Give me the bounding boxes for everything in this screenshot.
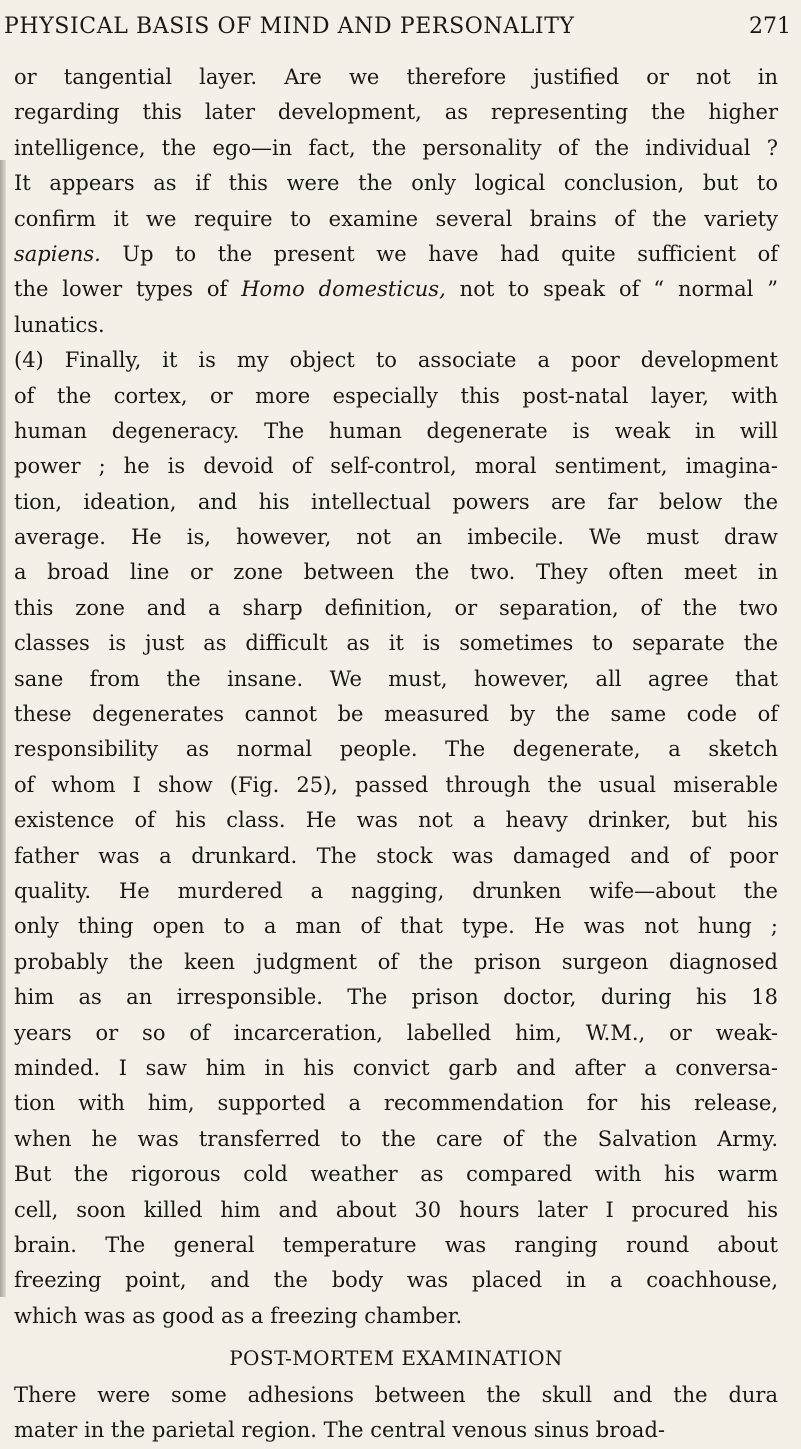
- text-line: It appears as if this were the only logical conclusion, but to: [14, 171, 778, 196]
- text-segment: not to speak of “ normal ”: [445, 277, 778, 302]
- italic-term: Homo domesticus,: [241, 277, 446, 302]
- text-line: of whom I show (Fig. 25), passed through the usual miserable: [14, 772, 778, 797]
- text-line: years or so of incarceration, labelled him, W.M., or weak-: [14, 1020, 778, 1045]
- text-line: classes is just as difficult as it is sometimes to separate the: [14, 631, 778, 656]
- text-line: a broad line or zone between the two. They often meet in: [14, 560, 778, 585]
- text-line: cell, soon killed him and about 30 hours later I procured his: [14, 1197, 778, 1222]
- text-line: [14, 237, 778, 272]
- text-line: responsibility as normal people. The degenerate, a sketch: [14, 737, 778, 762]
- text-line: power ; he is devoid of self-control, moral sentiment, imagina-: [14, 454, 778, 479]
- text-line: freezing point, and the body was placed in a coachhouse,: [14, 1268, 778, 1293]
- running-head: [4, 8, 791, 48]
- text-line: minded. I saw him in his convict garb and after a conversa-: [14, 1055, 778, 1080]
- text-line: human degeneracy. The human degenerate is weak in will: [14, 418, 778, 443]
- text-line: these degenerates cannot be measured by the same code of: [14, 702, 778, 727]
- text-line: father was a drunkard. The stock was damaged and of poor: [14, 843, 778, 868]
- text-line: sane from the insane. We must, however, all agree that: [14, 666, 778, 691]
- text-segment: Up to the present we have had quite sufficient of: [100, 241, 778, 266]
- text-line: probably the keen judgment of the prison surgeon diagnosed: [14, 949, 778, 974]
- text-line: There were some adhesions between the skull and the dura: [14, 1383, 778, 1408]
- text-line: intelligence, the ego—in fact, the personality of the individual ?: [14, 135, 778, 160]
- running-title: PHYSICAL BASIS OF MIND AND PERSONALITY: [4, 14, 575, 39]
- text-line: him as an irresponsible. The prison doctor, during his 18: [14, 985, 778, 1010]
- page-binding-shadow: [0, 160, 6, 1297]
- text-line: existence of his class. He was not a heavy drinker, but his: [14, 808, 778, 833]
- text-line: tion with him, supported a recommendation for his release,: [14, 1091, 778, 1116]
- text-line: average. He is, however, not an imbecile. We must draw: [14, 525, 778, 550]
- page-number: 271: [749, 14, 791, 39]
- text-line: regarding this later development, as representing the higher: [14, 100, 778, 125]
- text-line: [14, 272, 778, 307]
- section-heading: POST-MORTEM EXAMINATION: [229, 1346, 563, 1371]
- text-line: brain. The general temperature was ranging round about: [14, 1232, 778, 1257]
- text-line: of the cortex, or more especially this post-natal layer, with: [14, 383, 778, 408]
- text-line: mater in the parietal region. The central venous sinus broad-: [14, 1418, 665, 1443]
- paragraph-3: [14, 1378, 778, 1449]
- text-line: lunatics.: [14, 312, 105, 337]
- text-line: only thing open to a man of that type. He was not hung ;: [14, 914, 778, 939]
- italic-term: sapiens.: [14, 241, 101, 266]
- text-line: which was as good as a freezing chamber.: [14, 1303, 463, 1328]
- text-line: this zone and a sharp definition, or separation, of the two: [14, 595, 778, 620]
- text-line: when he was transferred to the care of the Salvation Army.: [14, 1126, 778, 1151]
- paragraph-2: [14, 343, 778, 1334]
- text-line: (4) Finally, it is my object to associate a poor development: [14, 348, 778, 373]
- text-segment: the lower types of: [14, 277, 242, 302]
- paragraph-1: [14, 60, 778, 343]
- body-text: [14, 60, 778, 1449]
- text-line: confirm it we require to examine several brains of the variety: [14, 206, 778, 231]
- text-line: quality. He murdered a nagging, drunken wife—about the: [14, 878, 778, 903]
- text-line: tion, ideation, and his intellectual powers are far below the: [14, 489, 778, 514]
- text-line: But the rigorous cold weather as compared with his warm: [14, 1162, 778, 1187]
- text-line: or tangential layer. Are we therefore justified or not in: [14, 65, 778, 89]
